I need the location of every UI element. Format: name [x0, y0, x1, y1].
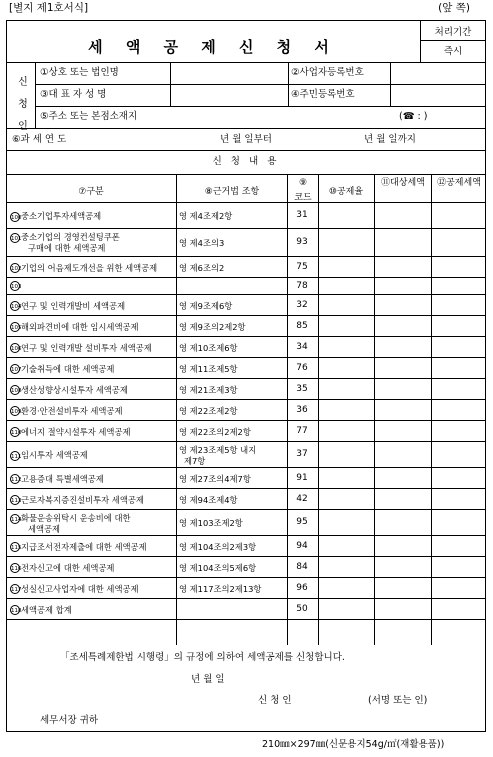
- row-category-text: 해외파견비에 대한 임시세액공제: [21, 321, 139, 332]
- row-category-text: 임시투자 세액공제: [21, 450, 88, 460]
- deduction-rate-field[interactable]: [319, 379, 373, 398]
- row-category: [10, 449, 88, 461]
- row-code: 93: [296, 237, 308, 247]
- row-number: 102: [10, 263, 20, 273]
- target-amount-field[interactable]: [375, 510, 430, 534]
- form-title: 세 액 공 제 신 청 서: [88, 38, 338, 56]
- deduction-amount-field[interactable]: [432, 316, 485, 335]
- row-code: 91: [296, 472, 308, 483]
- row-category-text: 기업의 어음제도개선을 위한 세액공제: [21, 262, 158, 273]
- resident-number-field[interactable]: [391, 85, 485, 105]
- row-number: 113: [10, 495, 20, 505]
- row-law: 영 제104조의5제6항: [179, 562, 257, 573]
- address-label: ⑤주소 또는 본점소재지: [40, 111, 138, 122]
- target-amount-field[interactable]: [375, 257, 430, 276]
- deduction-rate-field[interactable]: [319, 442, 373, 466]
- row-category: [10, 321, 138, 333]
- row-category-text: 성실신고사업자에 대한 세액공제: [21, 583, 139, 594]
- tax-year-label: ⑥과 세 연 도: [12, 134, 67, 145]
- row-category: [10, 604, 72, 616]
- section-title: 신 청 내 용: [212, 156, 280, 167]
- row-number: 111: [10, 451, 20, 461]
- target-amount-field[interactable]: [375, 295, 430, 314]
- applicant-sign-label: 신 청 인: [258, 695, 292, 706]
- row-number: 100: [10, 212, 20, 222]
- row-category-text: 연구 및 인력개발비 세액공제: [21, 300, 126, 311]
- row-category: [10, 494, 144, 506]
- col-code-num: ⑨: [298, 178, 308, 188]
- row-code: 75: [296, 261, 308, 272]
- row-code: 95: [296, 517, 308, 527]
- row-category-line2: 세액공제: [28, 524, 61, 534]
- row-number: 112: [10, 474, 20, 484]
- row-category: [10, 363, 114, 375]
- deduction-amount-field[interactable]: [432, 536, 485, 555]
- deduction-amount-field[interactable]: [432, 337, 485, 356]
- deduction-amount-field[interactable]: [432, 257, 485, 276]
- row-number: 105: [10, 322, 20, 332]
- row-category-text: 기술취득에 대한 세액공제: [21, 363, 115, 374]
- row-category: [10, 562, 114, 574]
- row-law: 영 제22조제2항: [179, 405, 238, 416]
- deduction-amount-field[interactable]: [432, 203, 485, 227]
- row-law: 영 제103조제2항: [179, 518, 243, 528]
- row-number: 116: [10, 563, 20, 573]
- row-category-text: 전자신고에 대한 세액공제: [21, 562, 115, 573]
- row-code: 84: [296, 561, 308, 572]
- row-category: [10, 384, 128, 396]
- paper-spec: 210㎜×297㎜(신문용지54g/㎡(재활용품)): [262, 739, 445, 750]
- company-name-field[interactable]: [171, 63, 287, 83]
- row-category-text: 화물운송위탁시 운송비에 대한: [21, 513, 131, 523]
- row-category-text: 생산성향상시설투자 세액공제: [21, 384, 128, 395]
- target-amount-field[interactable]: [375, 358, 430, 377]
- target-amount-field[interactable]: [375, 421, 430, 440]
- signature-field[interactable]: (서명 또는 인): [368, 695, 428, 706]
- business-number-label: ②사업자등록번호: [291, 67, 364, 78]
- col-category: ⑦구분: [78, 187, 104, 197]
- target-amount-field[interactable]: [375, 316, 430, 335]
- row-category-text: 환경·안전설비투자 세액공제: [21, 405, 123, 416]
- deduction-rate-field[interactable]: [319, 599, 373, 618]
- target-amount-field[interactable]: [375, 379, 430, 398]
- row-number: 103: [10, 281, 20, 291]
- row-category: [10, 300, 125, 312]
- deduction-amount-field[interactable]: [432, 599, 485, 618]
- row-code: 96: [296, 582, 308, 593]
- row-code: 37: [296, 449, 308, 459]
- row-code: 35: [296, 383, 308, 394]
- row-number: 106: [10, 343, 20, 353]
- deduction-rate-field[interactable]: [319, 536, 373, 555]
- phone-field[interactable]: (☎ : ): [399, 111, 428, 122]
- row-number: 108: [10, 385, 20, 395]
- deduction-amount-field[interactable]: [432, 379, 485, 398]
- row-category: [10, 405, 122, 417]
- row-category: [10, 210, 101, 222]
- target-amount-field[interactable]: [375, 578, 430, 597]
- row-category: [10, 281, 21, 292]
- col-law: ⑧근거법 조항: [204, 187, 260, 197]
- tax-year-to[interactable]: 년 월 일까지: [364, 134, 416, 145]
- date-line[interactable]: 년 월 일: [191, 674, 225, 685]
- statement-text: 「조세특례제한법 시행령」의 규정에 의하여 세액공제를 신청합니다.: [60, 652, 345, 663]
- page-side-label: (앞 쪽): [438, 2, 470, 14]
- deduction-amount-field[interactable]: [432, 358, 485, 377]
- representative-label: ③대 표 자 성 명: [40, 89, 107, 100]
- row-code: 32: [296, 299, 308, 310]
- deduction-rate-field[interactable]: [319, 358, 373, 377]
- row-code: 77: [296, 425, 308, 436]
- row-category: [10, 473, 104, 485]
- tax-year-from[interactable]: 년 월 일부터: [220, 134, 272, 145]
- deduction-rate-field[interactable]: [319, 510, 373, 534]
- row-category-text: 지급조서전자제출에 대한 세액공제: [21, 541, 147, 552]
- row-code: 76: [296, 362, 308, 373]
- row-law: 영 제9조의2제2항: [179, 321, 246, 332]
- row-code: 78: [296, 280, 308, 291]
- row-category-text: 에너지 절약시설투자 세액공제: [21, 426, 131, 437]
- processing-split: [420, 40, 486, 41]
- company-name-label: ①상호 또는 법인명: [40, 67, 119, 78]
- col-deduction-amount: ⑫공제세액: [437, 178, 481, 188]
- row-category-line2: 구매에 대한 세액공제: [28, 243, 106, 253]
- row-category-text: 고용증대 특별세액공제: [21, 473, 104, 484]
- deduction-rate-field[interactable]: [319, 257, 373, 276]
- row-number: 114: [10, 514, 20, 524]
- row-code: 42: [296, 493, 308, 504]
- deduction-amount-field[interactable]: [432, 229, 485, 255]
- applicant-section-label: 신 청 인: [18, 77, 28, 132]
- row-category: [10, 541, 147, 553]
- row-law: 영 제117조의2제13항: [179, 583, 262, 594]
- row-code: 36: [296, 404, 308, 415]
- row-law: 영 제6조의2: [179, 262, 225, 273]
- col-target-amount: ⑪대상세액: [381, 178, 425, 188]
- col-deduction-rate: ⑩공제율: [328, 187, 364, 197]
- representative-field[interactable]: [171, 85, 287, 105]
- deduction-amount-field[interactable]: [432, 400, 485, 419]
- row-divider: [6, 619, 486, 620]
- row-law: 영 제10조제6항: [179, 342, 238, 353]
- deduction-rate-field[interactable]: [319, 557, 373, 576]
- deduction-amount-field[interactable]: [432, 489, 485, 508]
- deduction-amount-field[interactable]: [432, 578, 485, 597]
- deduction-amount-field[interactable]: [432, 278, 485, 293]
- row-code: 85: [296, 320, 308, 331]
- col-code: 코드: [294, 193, 312, 203]
- deduction-rate-field[interactable]: [319, 337, 373, 356]
- row-law: 영 제22조의2제2항: [179, 426, 251, 437]
- row-category: [10, 342, 152, 354]
- target-amount-field[interactable]: [375, 489, 430, 508]
- deduction-rate-field[interactable]: [319, 400, 373, 419]
- row-law: 영 제11조제5항: [179, 363, 238, 374]
- deduction-rate-field[interactable]: [319, 203, 373, 227]
- row-number: 101: [10, 233, 20, 243]
- deduction-amount-field[interactable]: [432, 510, 485, 534]
- row-number: 115: [10, 542, 20, 552]
- row-category-text: 중소기업투자세액공제: [21, 211, 102, 221]
- processing-period-label: 처리기간: [434, 27, 472, 38]
- row-law: 영 제104조의2제3항: [179, 541, 257, 552]
- row-code: 31: [296, 210, 308, 220]
- address-field[interactable]: [171, 107, 391, 127]
- target-amount-field[interactable]: [375, 203, 430, 227]
- row-law: 영 제21조제3항: [179, 384, 238, 395]
- target-amount-field[interactable]: [375, 557, 430, 576]
- row-number: 118: [10, 605, 20, 615]
- target-amount-field[interactable]: [375, 278, 430, 293]
- row-number: 117: [10, 584, 20, 594]
- row-number: 110: [10, 427, 20, 437]
- row-law: 영 제4조의3: [179, 238, 225, 248]
- target-amount-field[interactable]: [375, 536, 430, 555]
- business-number-field[interactable]: [391, 63, 485, 83]
- row-number: 109: [10, 406, 20, 416]
- deduction-amount-field[interactable]: [432, 421, 485, 440]
- deduction-amount-field[interactable]: [432, 295, 485, 314]
- row-law: 영 제94조제4항: [179, 494, 238, 505]
- target-amount-field[interactable]: [375, 229, 430, 255]
- row-category: [10, 426, 130, 438]
- target-amount-field[interactable]: [375, 599, 430, 618]
- target-amount-field[interactable]: [375, 337, 430, 356]
- target-amount-field[interactable]: [375, 442, 430, 466]
- form-number-label: [별지 제1호서식]: [9, 2, 89, 14]
- row-law: 영 제9조제6항: [179, 300, 233, 311]
- row-law: 영 제4조제2항: [179, 211, 233, 221]
- deduction-rate-field[interactable]: [319, 295, 373, 314]
- row-code: 94: [296, 540, 308, 551]
- deduction-rate-field[interactable]: [319, 278, 373, 293]
- processing-period-value: 즉시: [443, 46, 463, 57]
- row-law-line2: 제7항: [184, 456, 206, 466]
- row-code: 34: [296, 341, 308, 352]
- row-category-text: 연구 및 인력개발 설비투자 세액공제: [21, 342, 152, 353]
- row-law: 영 제23조제5항 내지: [179, 445, 257, 455]
- row-category-text: 세액공제 합계: [21, 604, 72, 615]
- row-category-text: 중소기업의 경영컨설팅쿠폰: [21, 232, 120, 242]
- row-category: [10, 583, 138, 595]
- row-category: [10, 262, 157, 274]
- row-number: 107: [10, 364, 20, 374]
- deduction-rate-field[interactable]: [319, 468, 373, 487]
- target-amount-field[interactable]: [375, 468, 430, 487]
- deduction-amount-field[interactable]: [432, 442, 485, 466]
- deduction-rate-field[interactable]: [319, 421, 373, 440]
- row-code: 50: [296, 603, 308, 614]
- deduction-rate-field[interactable]: [319, 229, 373, 255]
- deduction-rate-field[interactable]: [319, 489, 373, 508]
- deduction-rate-field[interactable]: [319, 316, 373, 335]
- resident-number-label: ④주민등록번호: [291, 89, 355, 100]
- row-number: 104: [10, 301, 20, 311]
- tax-office-addressee: 세무서장 귀하: [40, 715, 99, 726]
- deduction-amount-field[interactable]: [432, 468, 485, 487]
- deduction-rate-field[interactable]: [319, 578, 373, 597]
- row-law: 영 제27조의4제7항: [179, 473, 251, 484]
- deduction-amount-field[interactable]: [432, 557, 485, 576]
- target-amount-field[interactable]: [375, 400, 430, 419]
- row-category-text: 근로자복지증진설비투자 세액공제: [21, 494, 144, 505]
